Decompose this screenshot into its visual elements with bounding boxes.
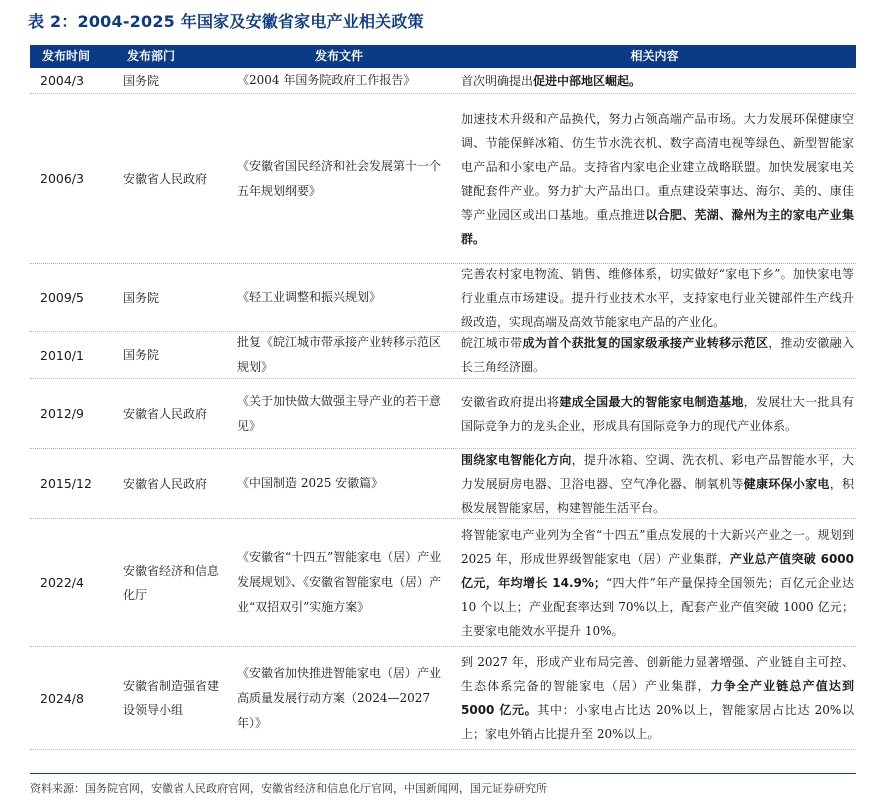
- cell-doc: 《安徽省“十四五”智能家电（居）产业发展规划》、《安徽省智能家电（居）产业“双招双引”实施方案》: [237, 550, 442, 614]
- content-text: 将智能家电产业列为全省“十四五”重点发展的十大新兴产业之一。规划到 2025 年，形成世界级智能家电（居）产业集群，: [461, 527, 854, 566]
- table-row: [30, 379, 856, 449]
- content-text: 加速技术升级和产品换代，努力占领高端产品市场。大力发展环保健康空调、节能保鲜冰箱、仿生节水洗衣机、数字高清电视等绿色、新型智能家电产品和小家电产品。支持省内家电企业建立战略联盟。加快发展家电关键配套件产业。努力扩大产品出口。重点建设荣事达、海尔、美的、康佳等产业园区或出口基地。重点推进: [461, 111, 854, 222]
- table-title: 表 2：2004-2025 年国家及安徽省家电产业相关政策: [28, 12, 424, 31]
- cell-content: [453, 449, 856, 518]
- cell-content: [453, 647, 856, 749]
- cell-date: 2009/5: [40, 290, 84, 305]
- content-emphasis: 健康环保小家电: [743, 476, 830, 491]
- cell-doc: 批复《皖江城市带承接产业转移示范区规划》: [237, 335, 442, 374]
- content-text: ，提升冰箱、空调、洗衣机、彩电产品智能水平，大力发展厨房电器、卫浴电器、空气净化器、制氧机等: [461, 452, 854, 491]
- cell-content: [453, 379, 856, 448]
- content-emphasis: 围绕家电智能化方向: [461, 452, 572, 467]
- table-row: [30, 449, 856, 519]
- content-text: 完善农村家电物流、销售、维修体系，切实做好“家电下乡”。加快家电等行业重点市场建设。提升行业技术水平，支持家电行业关键部件生产线升级改造，实现高端及高效节能家电产品的产业化。: [461, 266, 854, 329]
- content-emphasis: 成为首个获批复的国家级承接产业转移示范区: [522, 336, 769, 350]
- cell-doc: 《关于加快做大做强主导产业的若干意见》: [237, 393, 442, 433]
- cell-doc: 《安徽省国民经济和社会发展第十一个五年规划纲要》: [237, 158, 442, 198]
- content-text: 其中：小家电占比达 20%以上，智能家居占比达 20%以上；家电外销占比提升至 20%以上。: [461, 703, 854, 741]
- content-text: 到 2027 年，形成产业布局完善、创新能力显著增强、产业链自主可控、生态体系完备的智能家电（居）产业集群，: [461, 655, 854, 693]
- content-text: ，发展壮大一批具有国际竞争力的龙头企业，形成具有国际竞争力的现代产业体系。: [461, 394, 854, 433]
- cell-content: [453, 519, 856, 646]
- header-dept: 发布部门: [127, 49, 176, 63]
- cell-content: [453, 332, 856, 378]
- header-doc: 发布文件: [314, 49, 363, 63]
- content-emphasis: 产业总产值突破 6000 亿元，年均增长 14.9%；: [461, 551, 855, 590]
- content-text: ，积极发展智能家居，构建智能生活平台。: [461, 476, 854, 515]
- table-row: [30, 332, 856, 379]
- cell-doc: 《中国制造 2025 安徽篇》: [237, 476, 384, 490]
- cell-doc: 《轻工业调整和振兴规划》: [237, 290, 382, 304]
- header-content: 相关内容: [630, 49, 679, 63]
- cell-dept: 国务院: [123, 348, 160, 362]
- table-row: [30, 264, 856, 332]
- cell-doc: 《安徽省加快推进智能家电（居）产业高质量发展行动方案（2024—2027 年）》: [237, 665, 442, 730]
- table-body: [30, 68, 856, 750]
- content-emphasis: 力争全产业链总产值达到 5000 亿元。: [461, 679, 854, 717]
- cell-date: 2022/4: [40, 575, 84, 590]
- source-note: 资料来源：国务院官网，安徽省人民政府官网，安徽省经济和信息化厅官网，中国新闻网，国元证券研究所: [30, 773, 856, 796]
- content-emphasis: 促进中部地区崛起。: [533, 73, 642, 88]
- policy-table: [30, 45, 856, 750]
- cell-date: 2004/3: [40, 73, 84, 88]
- cell-doc: 《2004 年国务院政府工作报告》: [237, 73, 416, 87]
- cell-dept: 国务院: [123, 290, 160, 305]
- content-text: ，推动安徽融入长三角经济圈。: [461, 336, 854, 374]
- table-row: [30, 68, 856, 94]
- cell-date: 2012/9: [40, 406, 84, 421]
- content-emphasis: 建成全国最大的智能家电制造基地: [559, 394, 744, 409]
- cell-dept: 安徽省经济和信息化厅: [123, 563, 220, 602]
- cell-content: [453, 68, 856, 93]
- content-text: 首次明确提出: [461, 73, 534, 88]
- cell-dept: 安徽省人民政府: [123, 476, 208, 491]
- cell-date: 2015/12: [40, 476, 92, 491]
- table-header: [30, 45, 856, 68]
- header-date: 发布时间: [42, 49, 91, 63]
- cell-date: 2024/8: [40, 690, 84, 706]
- cell-date: 2006/3: [40, 171, 84, 186]
- cell-date: 2010/1: [40, 347, 84, 363]
- content-text: 安徽省政府提出将: [461, 394, 560, 409]
- table-row: [30, 519, 856, 647]
- cell-content: [453, 94, 856, 263]
- table-row: [30, 647, 856, 750]
- cell-dept: 安徽省人民政府: [123, 406, 208, 421]
- cell-dept: 安徽省制造强省建设领导小组: [123, 679, 220, 717]
- content-text: “四大件”年产量保持全国领先；百亿元企业达 10 个以上；产业配套率达到 70%以上，配套产业产值突破 1000 亿元；主要家电能效水平提升 10%。: [461, 575, 854, 638]
- cell-content: [453, 264, 856, 331]
- content-emphasis: 以合肥、芜湖、滁州为主的家电产业集群。: [461, 207, 854, 246]
- table-row: [30, 94, 856, 264]
- cell-dept: 安徽省人民政府: [123, 171, 208, 186]
- content-text: 皖江城市带: [461, 336, 523, 350]
- cell-dept: 国务院: [123, 73, 160, 88]
